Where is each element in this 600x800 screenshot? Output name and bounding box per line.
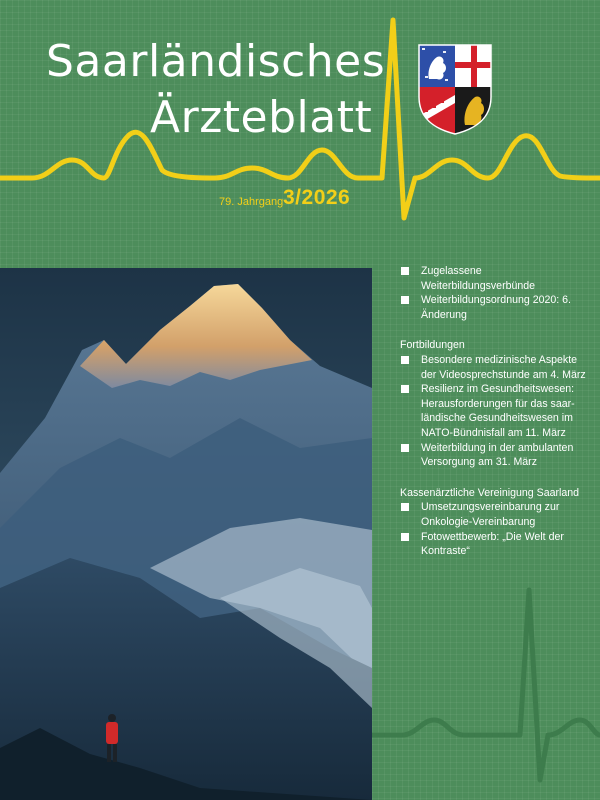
toc-section-title: Fortbildungen <box>400 339 465 352</box>
issue-number: 3/2026 <box>283 186 351 209</box>
toc-section <box>400 486 595 559</box>
toc-item-text: Weiterbildungsordnung 2020: 6. Änderung <box>421 294 571 321</box>
toc-item-text: Umsetzungsvereinbarung zur Onkologie-Vereinbarung <box>421 501 560 528</box>
toc-item[interactable] <box>400 500 595 529</box>
square-bullet-icon <box>401 356 409 364</box>
magazine-title-line-2: Ärzteblatt <box>150 92 373 143</box>
saarland-coat-of-arms-icon <box>417 43 493 135</box>
square-bullet-icon <box>401 444 409 452</box>
toc-item[interactable] <box>400 441 595 470</box>
ecg-heartbeat-line-faint <box>372 570 600 800</box>
toc-section-title: Kassenärztliche Vereinigung Saarland <box>400 486 580 499</box>
toc-item[interactable] <box>400 382 595 440</box>
square-bullet-icon <box>401 267 409 275</box>
toc-item-text: Besondere medizinische Aspekte der Videosprechstunde am 4. März <box>421 353 586 381</box>
magazine-title-line-1: Saarländisches <box>46 36 386 87</box>
square-bullet-icon <box>401 533 409 541</box>
toc-item[interactable] <box>400 353 595 382</box>
cover-photo <box>0 268 372 800</box>
table-of-contents <box>400 264 595 559</box>
volume-label: 79. Jahrgang <box>219 196 284 208</box>
square-bullet-icon <box>401 296 409 304</box>
toc-item-text: Weiterbildung in der ambulanten Versorgung am 31. März <box>421 441 574 469</box>
square-bullet-icon <box>401 385 409 393</box>
toc-item[interactable] <box>400 264 595 293</box>
toc-item[interactable] <box>400 293 595 322</box>
toc-item-text: Resilienz im Gesundheitswesen: Herausforderungen für das saar-ländische Gesundheitswesen im NATO-Bündnisfall am 11. März <box>421 383 575 439</box>
toc-section <box>400 264 595 322</box>
square-bullet-icon <box>401 503 409 511</box>
toc-item[interactable] <box>400 530 595 559</box>
toc-item-text: Zugelassene Weiterbildungsverbünde <box>421 265 536 292</box>
toc-section <box>400 338 595 469</box>
toc-item-text: Fotowettbewerb: „Die Welt der Kontraste“ <box>421 530 564 558</box>
